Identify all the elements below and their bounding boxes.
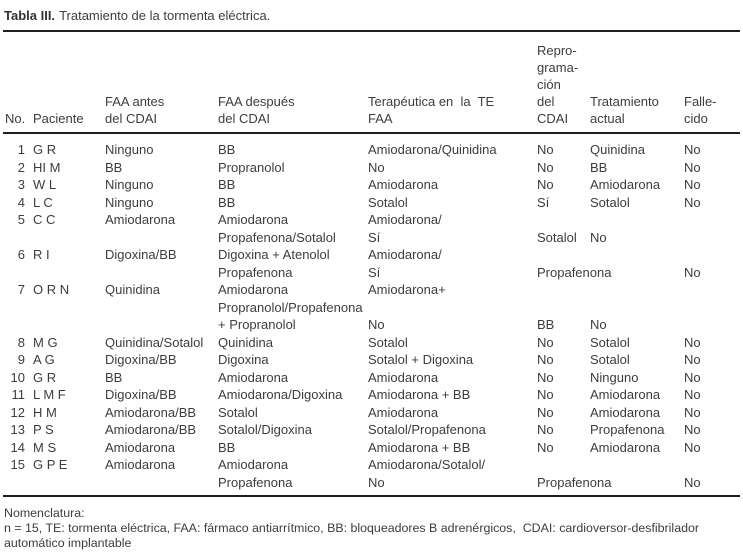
- table-footnote: [0, 497, 743, 551]
- cell-fallecido: No: [684, 334, 701, 350]
- cell-fallecido: No: [684, 264, 701, 280]
- cell-paciente: HI M: [33, 159, 61, 175]
- cell-tratamiento_actual: No: [590, 229, 607, 245]
- cell-fallecido: No: [684, 142, 701, 157]
- cell-paciente: W L: [33, 177, 57, 192]
- cell-faa_antes_cdai: Ninguno: [105, 194, 154, 210]
- column-header-tratamiento_actual: Tratamiento actual: [590, 94, 659, 126]
- cell-no: 3: [17, 177, 25, 192]
- cell-faa_antes_cdai: Ninguno: [105, 177, 154, 192]
- cell-faa_antes_cdai: Digoxina/BB: [105, 387, 177, 402]
- cell-terapeutica_te: Amiodarona: [368, 177, 439, 192]
- cell-fallecido: No: [684, 352, 701, 367]
- cell-faa_antes_cdai: [105, 316, 218, 334]
- cell-tratamiento_actual: Amiodarona: [590, 439, 661, 455]
- column-header-reprogramacion_cdai: Repro- grama- ción del CDAI: [537, 43, 579, 126]
- cell-tratamiento_actual: Sotalol: [590, 352, 630, 367]
- cell-faa_despues_cdai: Amiodarona: [218, 369, 289, 385]
- cell-no: 10: [10, 369, 25, 385]
- cell-faa_antes_cdai: Amiodarona/BB: [105, 422, 197, 437]
- table-header: [0, 32, 743, 132]
- cell-fallecido: [684, 299, 743, 317]
- cell-reprogramacion_cdai: Sí: [537, 194, 550, 210]
- footnote-line: n = 15, TE: tormenta eléctrica, FAA: fármaco antiarrítmico, BB: bloqueadores B adrenérgicos, CDAI: cardioversor-desfibrilador: [4, 521, 699, 535]
- cell-terapeutica_te: Amiodarona + BB: [368, 439, 471, 455]
- cell-faa_antes_cdai: Amiodarona: [105, 212, 176, 227]
- cell-faa_despues_cdai: Propafenona: [218, 474, 293, 490]
- cell-reprogramacion_cdai: BB: [537, 317, 555, 332]
- cell-fallecido: No: [684, 177, 701, 192]
- column-header-paciente: Paciente: [33, 111, 84, 126]
- cell-terapeutica_te: Amiodarona/: [368, 212, 442, 227]
- footnote-line: automático implantable: [4, 536, 132, 550]
- cell-faa_antes_cdai: Quinidina: [105, 282, 160, 297]
- cell-fallecido: No: [684, 439, 701, 455]
- cell-no: 1: [17, 142, 25, 157]
- cell-reprogramacion_cdai: No: [537, 352, 554, 367]
- cell-no: 9: [17, 352, 25, 367]
- cell-paciente: [33, 316, 105, 334]
- cell-fallecido: No: [684, 474, 701, 490]
- cell-tratamiento_actual: [590, 264, 684, 282]
- cell-paciente: M S: [33, 439, 57, 455]
- cell-tratamiento_actual: Quinidina: [590, 142, 645, 157]
- cell-tratamiento_actual: Amiodarona: [590, 387, 661, 402]
- cell-faa_antes_cdai: Ninguno: [105, 142, 154, 157]
- column-header-fallecido: Falle- cido: [684, 94, 717, 126]
- cell-paciente: C C: [33, 212, 56, 227]
- cell-fallecido: No: [684, 194, 701, 210]
- cell-terapeutica_te: Sotalol: [368, 334, 408, 350]
- cell-reprogramacion_cdai: [537, 299, 590, 317]
- table-title: [0, 0, 743, 30]
- cell-faa_despues_cdai: BB: [218, 439, 236, 455]
- cell-no: 15: [10, 457, 25, 472]
- cell-tratamiento_actual: BB: [590, 159, 608, 175]
- cell-faa_despues_cdai: Amiodarona: [218, 282, 289, 297]
- cell-terapeutica_te: Sí: [368, 229, 381, 245]
- cell-reprogramacion_cdai: No: [537, 404, 554, 420]
- cell-paciente: L C: [33, 194, 53, 210]
- column-header-terapeutica_te: Terapéutica en la TE FAA: [368, 94, 495, 126]
- cell-tratamiento_actual: [590, 211, 684, 229]
- cell-faa_antes_cdai: [105, 229, 218, 247]
- cell-fallecido: [684, 456, 743, 474]
- column-header-no: No.: [5, 111, 26, 126]
- cell-reprogramacion_cdai: [537, 246, 590, 264]
- cell-faa_despues_cdai: BB: [218, 142, 236, 157]
- cell-paciente: O R N: [33, 282, 70, 297]
- cell-terapeutica_te: Sotalol/Propafenona: [368, 422, 486, 437]
- cell-no: [5, 229, 33, 247]
- cell-paciente: [33, 299, 105, 317]
- cell-fallecido: No: [684, 387, 701, 402]
- cell-reprogramacion_cdai: No: [537, 334, 554, 350]
- cell-terapeutica_te: Amiodarona/Sotalol/: [368, 457, 486, 472]
- table-title-label: Tabla III.: [4, 8, 56, 23]
- cell-reprogramacion_cdai: No: [537, 159, 554, 175]
- cell-no: 2: [17, 159, 25, 175]
- cell-terapeutica_te: [368, 299, 537, 317]
- cell-no: 13: [10, 422, 25, 437]
- cell-faa_antes_cdai: [105, 299, 218, 317]
- cell-faa_despues_cdai: + Propranolol: [218, 317, 296, 332]
- cell-paciente: [33, 229, 105, 247]
- cell-tratamiento_actual: [590, 299, 684, 317]
- cell-reprogramacion_cdai: [537, 281, 590, 299]
- cell-faa_despues_cdai: Digoxina + Atenolol: [218, 247, 330, 262]
- cell-no: [5, 264, 33, 282]
- cell-reprogramacion_cdai: No: [537, 142, 554, 157]
- cell-tratamiento_actual: [590, 281, 684, 299]
- cell-tratamiento_actual: [590, 456, 684, 474]
- cell-fallecido: No: [684, 159, 701, 175]
- cell-paciente: R I: [33, 247, 50, 262]
- cell-no: 12: [10, 404, 25, 420]
- cell-paciente: [33, 474, 105, 492]
- cell-faa_despues_cdai: BB: [218, 177, 236, 192]
- cell-no: 14: [10, 439, 25, 455]
- cell-reprogramacion_cdai: No: [537, 422, 554, 437]
- cell-tratamiento_actual: Sotalol: [590, 334, 630, 350]
- cell-reprogramacion_cdai: Sotalol: [537, 229, 577, 245]
- cell-faa_despues_cdai: Amiodarona/Digoxina: [218, 387, 343, 402]
- cell-terapeutica_te: Amiodarona+: [368, 282, 446, 297]
- cell-faa_antes_cdai: Amiodarona: [105, 439, 176, 455]
- cell-fallecido: [684, 316, 743, 334]
- cell-faa_despues_cdai: Propafenona/Sotalol: [218, 229, 336, 245]
- cell-paciente: M G: [33, 334, 58, 350]
- cell-fallecido: No: [684, 404, 701, 420]
- cell-reprogramacion_cdai: No: [537, 439, 554, 455]
- cell-faa_despues_cdai: Sotalol: [218, 404, 258, 420]
- cell-faa_despues_cdai: Propranolol/Propafenona: [218, 299, 363, 315]
- cell-no: [5, 316, 33, 334]
- cell-tratamiento_actual: Sotalol: [590, 194, 630, 210]
- cell-paciente: G R: [33, 142, 57, 157]
- cell-reprogramacion_cdai: No: [537, 177, 554, 192]
- cell-terapeutica_te: Amiodarona + BB: [368, 387, 471, 402]
- cell-paciente: G P E: [33, 457, 68, 472]
- cell-faa_despues_cdai: Digoxina: [218, 352, 269, 367]
- cell-no: 7: [17, 282, 25, 297]
- cell-faa_despues_cdai: Quinidina: [218, 334, 273, 350]
- cell-reprogramacion_cdai: No: [537, 387, 554, 402]
- cell-faa_despues_cdai: Propafenona: [218, 264, 293, 280]
- cell-terapeutica_te: Amiodarona/Quinidina: [368, 142, 497, 157]
- cell-paciente: P S: [33, 422, 54, 437]
- cell-faa_antes_cdai: Quinidina/Sotalol: [105, 334, 204, 350]
- cell-tratamiento_actual: [590, 474, 684, 492]
- cell-terapeutica_te: Sotalol: [368, 194, 408, 210]
- cell-terapeutica_te: Sotalol + Digoxina: [368, 352, 474, 367]
- cell-paciente: [33, 264, 105, 282]
- cell-faa_antes_cdai: Digoxina/BB: [105, 352, 177, 367]
- cell-fallecido: No: [684, 369, 701, 385]
- cell-fallecido: [684, 229, 743, 247]
- cell-no: 11: [11, 387, 25, 402]
- cell-reprogramacion_cdai: Propafenona: [537, 474, 612, 490]
- cell-terapeutica_te: No: [368, 474, 385, 490]
- cell-no: 8: [17, 334, 25, 350]
- cell-faa_antes_cdai: [105, 474, 218, 492]
- column-header-faa_despues_cdai: FAA después del CDAI: [218, 94, 295, 126]
- cell-tratamiento_actual: Amiodarona: [590, 177, 661, 192]
- cell-faa_despues_cdai: Sotalol/Digoxina: [218, 422, 312, 437]
- cell-tratamiento_actual: [590, 246, 684, 264]
- cell-reprogramacion_cdai: [537, 456, 590, 474]
- cell-terapeutica_te: Amiodarona/: [368, 247, 442, 262]
- cell-faa_antes_cdai: BB: [105, 159, 123, 175]
- cell-terapeutica_te: Amiodarona: [368, 369, 439, 385]
- cell-fallecido: [684, 211, 743, 229]
- cell-faa_despues_cdai: Propranolol: [218, 159, 285, 175]
- cell-faa_despues_cdai: Amiodarona: [218, 212, 289, 227]
- cell-fallecido: [684, 281, 743, 299]
- cell-fallecido: [684, 246, 743, 264]
- cell-faa_antes_cdai: Amiodarona/BB: [105, 404, 197, 420]
- cell-tratamiento_actual: No: [590, 317, 607, 332]
- cell-paciente: L M F: [33, 387, 66, 402]
- cell-paciente: H M: [33, 404, 57, 420]
- cell-paciente: A G: [33, 352, 55, 367]
- cell-terapeutica_te: No: [368, 317, 385, 332]
- cell-tratamiento_actual: Propafenona: [590, 422, 665, 437]
- table-title-text: Tratamiento de la tormenta eléctrica.: [59, 8, 271, 23]
- cell-no: 6: [17, 247, 25, 262]
- cell-faa_antes_cdai: [105, 264, 218, 282]
- cell-no: 4: [17, 194, 25, 210]
- cell-faa_despues_cdai: BB: [218, 194, 236, 210]
- cell-faa_antes_cdai: Digoxina/BB: [105, 247, 177, 262]
- cell-reprogramacion_cdai: No: [537, 369, 554, 385]
- table-body: [0, 134, 743, 495]
- cell-paciente: G R: [33, 369, 57, 385]
- cell-reprogramacion_cdai: Propafenona: [537, 264, 612, 280]
- cell-no: [5, 299, 33, 317]
- cell-no: 5: [17, 212, 25, 227]
- column-header-faa_antes_cdai: FAA antes del CDAI: [105, 94, 165, 126]
- cell-reprogramacion_cdai: [537, 211, 590, 229]
- cell-terapeutica_te: No: [368, 159, 385, 175]
- footnote-line: Nomenclatura:: [4, 506, 85, 520]
- cell-faa_despues_cdai: Amiodarona: [218, 457, 289, 472]
- cell-terapeutica_te: Sí: [368, 264, 381, 280]
- cell-tratamiento_actual: Amiodarona: [590, 404, 661, 420]
- cell-tratamiento_actual: Ninguno: [590, 369, 639, 385]
- cell-no: [5, 474, 33, 492]
- cell-terapeutica_te: Amiodarona: [368, 404, 439, 420]
- cell-faa_antes_cdai: Amiodarona: [105, 457, 176, 472]
- cell-faa_antes_cdai: BB: [105, 369, 123, 385]
- cell-fallecido: No: [684, 422, 701, 437]
